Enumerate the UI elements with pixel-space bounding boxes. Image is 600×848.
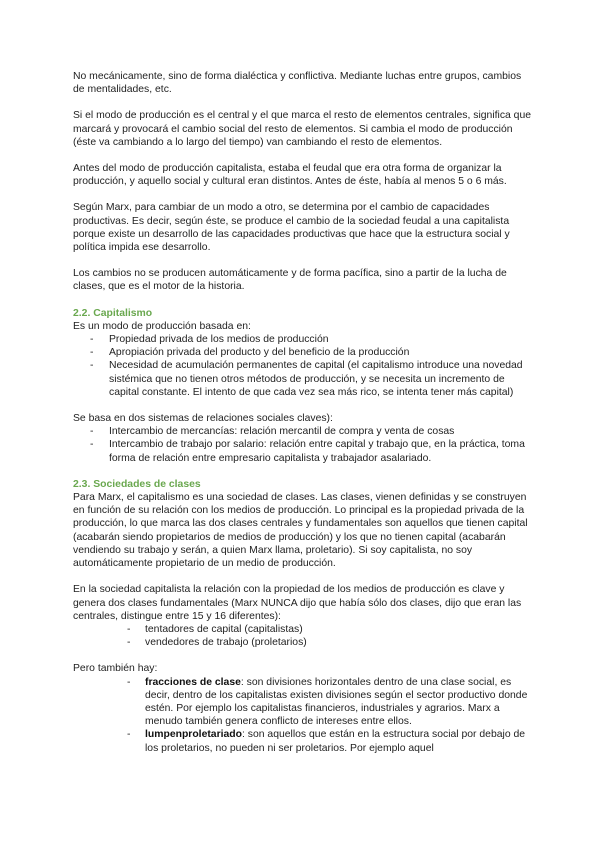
dash-bullet: -	[127, 623, 131, 635]
paragraph: Pero también hay:	[73, 663, 158, 675]
paragraph: Si el modo de producción es el central y el que marca el resto de elementos centrales, significa que marcará y provocará el cambio social del resto de elementos. Si cambia el modo de producción (éste va cambiando a lo largo del tiempo) van cambiando el resto de elementos.	[73, 110, 532, 148]
paragraph: Según Marx, para cambiar de un modo a otro, se determina por el cambio de capacidades productivas. Es decir, según éste, se produce el cambio de la sociedad feudal a una capitalista porque existe un desarrollo de las capacidades productivas que hace que la estructura social y política impida ese desarrollo.	[73, 202, 510, 254]
dash-bullet: -	[90, 426, 94, 438]
list-item: - Propiedad privada de los medios de producción	[90, 334, 329, 346]
dash-bullet: -	[90, 439, 94, 451]
bullet-list	[73, 676, 533, 755]
list-item: - tentadores de capital (capitalistas)	[127, 623, 303, 635]
list-item: - Intercambio de trabajo por salario: relación entre capital y trabajo que, en la práctica, toma forma de relación entre empresario capitalista y trabajador asalariado.	[90, 439, 525, 464]
document-page	[73, 70, 533, 755]
paragraph: Los cambios no se producen automáticamente y de forma pacífica, sino a partir de la lucha de clases, que es el motor de la historia.	[73, 268, 507, 293]
paragraph: En la sociedad capitalista la relación con la propiedad de los medios de producción es clave y genera dos clases fundamentales (Marx NUNCA dijo que había sólo dos clases, dijo que eran las centrales, distingue entre 15 y 16 diferentes):	[73, 584, 522, 622]
paragraph: Se basa en dos sistemas de relaciones sociales claves):	[73, 413, 333, 425]
list-item: - Intercambio de mercancías: relación mercantil de compra y venta de cosas	[90, 426, 455, 438]
term: fracciones de clase	[145, 676, 241, 688]
bullet-list	[73, 623, 533, 649]
bullet-list	[73, 333, 533, 399]
paragraph: Antes del modo de producción capitalista, estaba el feudal que era otra forma de organizar la producción, y aquello social y cultural eran distintos. Antes de éste, había al menos 5 o 6 más.	[73, 163, 507, 188]
list-item: - lumpenproletariado: son aquellos que están en la estructura social por debajo de los proletarios, no pueden ni ser proletarios. Por ejemplo aquel	[127, 729, 526, 754]
list-item: - Apropiación privada del producto y del beneficio de la producción	[90, 347, 410, 359]
dash-bullet: -	[90, 347, 94, 359]
paragraph: Es un modo de producción basada en:	[73, 320, 251, 332]
dash-bullet: -	[127, 637, 131, 649]
bullet-list	[73, 425, 533, 465]
section-heading-capitalismo: 2.2. Capitalismo	[73, 307, 153, 319]
dash-bullet: -	[127, 676, 131, 688]
term: lumpenproletariado	[145, 729, 242, 741]
dash-bullet: -	[127, 729, 131, 741]
dash-bullet: -	[90, 360, 94, 372]
list-item: - vendedores de trabajo (proletarios)	[127, 637, 307, 649]
list-item: - Necesidad de acumulación permanentes de capital (el capitalismo introduce una novedad sistémica que no tienen otros métodos de producción, y se necesita un incremento de capital constante. El intento de que cada vez sea más rico, se intenta tener más capital)	[90, 360, 523, 398]
list-item: - fracciones de clase: son divisiones horizontales dentro de una clase social, es decir, dentro de los capitalistas existen divisiones según el sector productivo donde estén. Por ejemplo los capitalistas financieros, industriales y agrarios. Marx a menudo también genera conflicto de intereses entre ellos.	[127, 676, 528, 728]
paragraph: Para Marx, el capitalismo es una sociedad de clases. Las clases, vienen definidas y se construyen en función de su relación con los medios de producción. Lo principal es la propiedad privada de la producción, lo que marca las dos clases centrales y fundamentales son aquellos que tienen capital (acabarán siendo propietarios de medios de producción) y los que no tienen capital (acabarán vendiendo su trabajo y serán, a quien Marx llama, proletario). Si soy capitalista, no soy automáticamente propietario de un medio de producción.	[73, 492, 528, 570]
section-heading-clases: 2.3. Sociedades de clases	[73, 478, 201, 490]
paragraph: No mecánicamente, sino de forma dialéctica y conflictiva. Mediante luchas entre grupos, cambios de mentalidades, etc.	[73, 71, 522, 96]
dash-bullet: -	[90, 334, 94, 346]
